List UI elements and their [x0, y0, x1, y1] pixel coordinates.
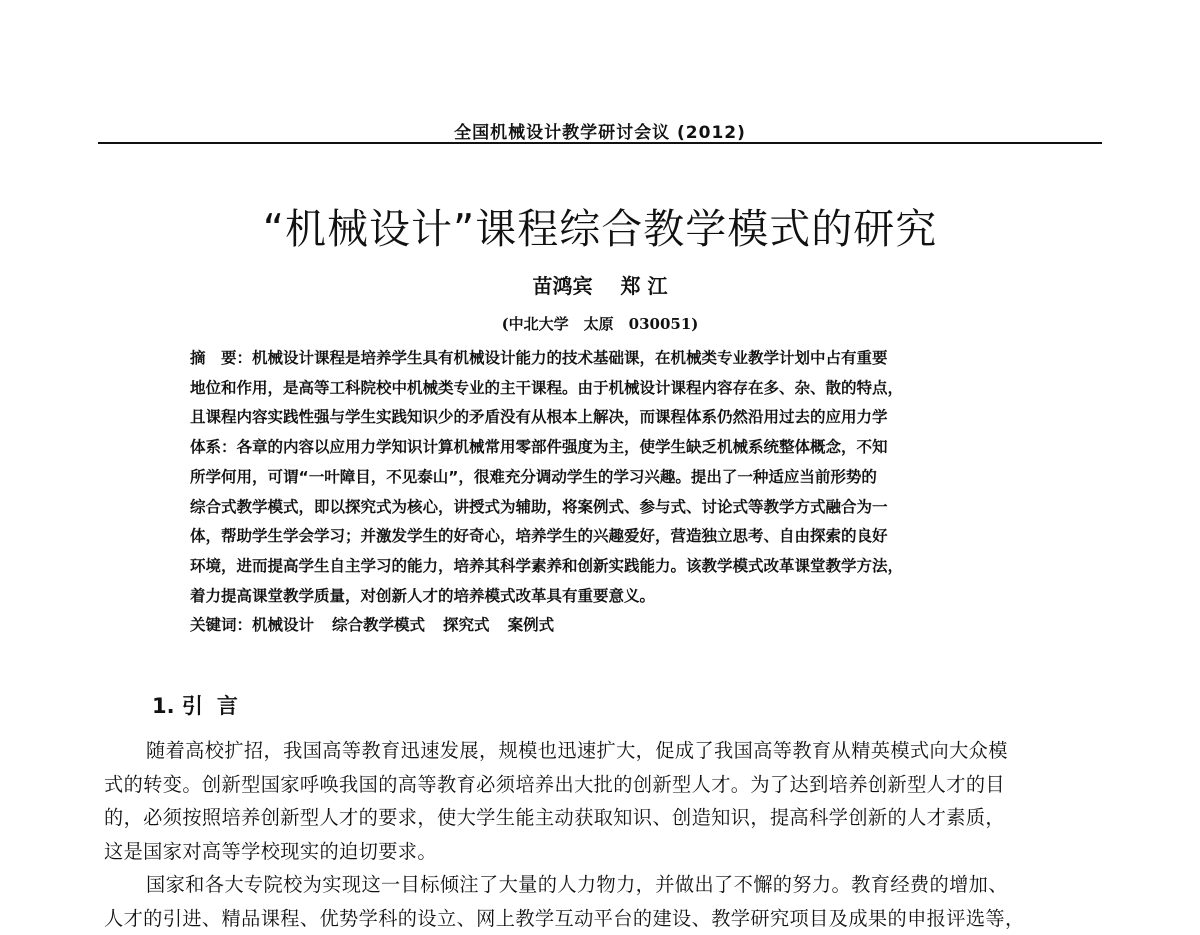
- abstract-line: 环境，进而提高学生自主学习的能力，培养其科学素养和创新实践能力。该教学模式改革课堂教学方法，: [190, 552, 1020, 582]
- keywords-line: [190, 611, 1020, 641]
- body-line: 式的转变。创新型国家呼唤我国的高等教育必须培养出大批的创新型人才。为了达到培养创新型人才的目: [104, 768, 1100, 802]
- keyword: 综合教学模式: [332, 616, 425, 634]
- keyword: 案例式: [508, 616, 555, 634]
- keyword: 探究式: [443, 616, 490, 634]
- running-header: 全国机械设计教学研讨会议 (2012): [0, 118, 1200, 143]
- body-line: 国家和各大专院校为实现这一目标倾注了大量的人力物力，并做出了不懈的努力。教育经费的增加、: [104, 868, 1100, 902]
- abstract-block: [190, 344, 1020, 641]
- header-rule: [98, 142, 1102, 144]
- abstract-line: 所学何用，可谓“一叶障目，不见泰山”，很难充分调动学生的学习兴趣。提出了一种适应当前形势的: [190, 463, 1020, 493]
- author-list: [0, 270, 1200, 299]
- body-line: 随着高校扩招，我国高等教育迅速发展，规模也迅速扩大，促成了我国高等教育从精英模式向大众模: [104, 734, 1100, 768]
- section-title: 言: [217, 694, 238, 718]
- paper-title: “机械设计”课程综合教学模式的研究: [0, 196, 1200, 255]
- abstract-line: 综合式教学模式，即以探究式为核心，讲授式为辅助，将案例式、参与式、讨论式等教学方式融合为一: [190, 493, 1020, 523]
- author-name: 苗鸿宾: [533, 274, 593, 298]
- abstract-line: [190, 344, 1020, 374]
- body-text: [104, 734, 1100, 935]
- body-line: 的，必须按照培养创新型人才的要求，使大学生能主动获取知识、创造知识，提高科学创新的人才素质，: [104, 801, 1100, 835]
- abstract-line: 地位和作用，是高等工科院校中机械类专业的主干课程。由于机械设计课程内容存在多、杂、散的特点，: [190, 374, 1020, 404]
- keyword: 机械设计: [252, 616, 314, 634]
- abstract-line: 体，帮助学生学会学习；并激发学生的好奇心，培养学生的兴趣爱好，营造独立思考、自由探索的良好: [190, 522, 1020, 552]
- abstract-label: 摘 要：: [190, 349, 252, 367]
- keywords-label: 关键词：: [190, 616, 252, 634]
- section-heading: [152, 690, 238, 720]
- abstract-line: 且课程内容实践性强与学生实践知识少的矛盾没有从根本上解决，而课程体系仍然沿用过去的应用力学: [190, 403, 1020, 433]
- section-number: 1. 引: [152, 694, 203, 718]
- abstract-text: 机械设计课程是培养学生具有机械设计能力的技术基础课，在机械类专业教学计划中占有重要: [252, 349, 888, 367]
- author-name: 郑 江: [621, 274, 668, 298]
- affiliation: (中北大学 太原 030051): [0, 313, 1200, 334]
- body-line: 这是国家对高等学校现实的迫切要求。: [104, 835, 1100, 869]
- body-line: 人才的引进、精品课程、优势学科的设立、网上教学互动平台的建设、教学研究项目及成果的申报评选等，: [104, 902, 1100, 935]
- abstract-line: 着力提高课堂教学质量，对创新人才的培养模式改革具有重要意义。: [190, 582, 1020, 612]
- abstract-line: 体系：各章的内容以应用力学知识计算机械常用零部件强度为主，使学生缺乏机械系统整体概念，不知: [190, 433, 1020, 463]
